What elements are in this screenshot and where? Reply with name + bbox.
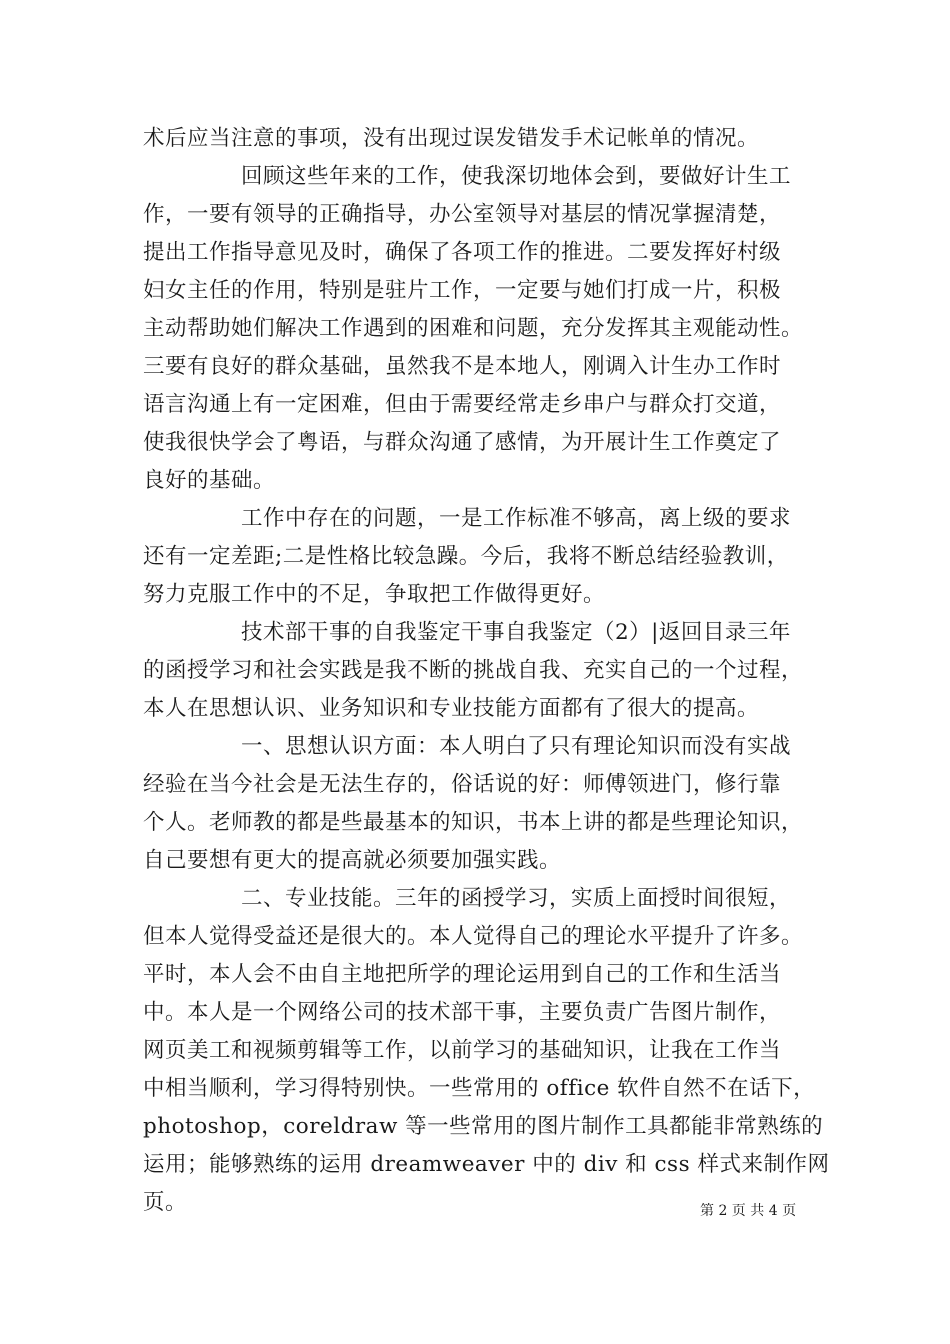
text-line: 本人在思想认识、业务知识和专业技能方面都有了很大的提高。 — [143, 696, 760, 721]
page-number-footer: 第 2 页 共 4 页 — [700, 1203, 797, 1219]
text-line: 使我很快学会了粤语，与群众沟通了感情，为开展计生工作奠定了 — [143, 430, 782, 455]
text-line: 平时，本人会不由自主地把所学的理论运用到自己的工作和生活当 — [143, 962, 782, 987]
text-line: 中相当顺利，学习得特别快。一些常用的 office 软件自然不在话下， — [143, 1076, 816, 1101]
paragraph-start: 二、专业技能。三年的函授学习，实质上面授时间很短， — [241, 886, 792, 911]
text-line: 作，一要有领导的正确指导，办公室领导对基层的情况掌握清楚， — [143, 202, 782, 227]
text-line: 还有一定差距;二是性格比较急躁。今后，我将不断总结经验教训， — [143, 544, 789, 569]
text-line: 术后应当注意的事项，没有出现过误发错发手术记帐单的情况。 — [143, 126, 760, 151]
paragraph-start: 回顾这些年来的工作，使我深切地体会到，要做好计生工 — [241, 164, 792, 189]
paragraph-start: 一、思想认识方面：本人明白了只有理论知识而没有实战 — [241, 734, 792, 759]
paragraph-start: 技术部干事的自我鉴定干事自我鉴定（2）|返回目录三年 — [241, 620, 791, 645]
text-line: 主动帮助她们解决工作遇到的困难和问题，充分发挥其主观能动性。 — [143, 316, 804, 341]
paragraph-start: 工作中存在的问题，一是工作标准不够高，离上级的要求 — [241, 506, 792, 531]
text-line: 的函授学习和社会实践是我不断的挑战自我、充实自己的一个过程， — [143, 658, 804, 683]
text-line: photoshop，coreldraw 等一些常用的图片制作工具都能非常熟练的 — [143, 1114, 824, 1139]
text-line: 个人。老师教的都是些最基本的知识，书本上讲的都是些理论知识， — [143, 810, 804, 835]
text-line: 语言沟通上有一定困难，但由于需要经常走乡串户与群众打交道， — [143, 392, 782, 417]
text-line: 自己要想有更大的提高就必须要加强实践。 — [143, 848, 562, 873]
text-line: 提出工作指导意见及时，确保了各项工作的推进。二要发挥好村级 — [143, 240, 782, 265]
text-line: 页。 — [143, 1190, 188, 1215]
text-line: 网页美工和视频剪辑等工作，以前学习的基础知识，让我在工作当 — [143, 1038, 782, 1063]
text-line: 妇女主任的作用，特别是驻片工作，一定要与她们打成一片，积极 — [143, 278, 782, 303]
text-line: 运用；能够熟练的运用 dreamweaver 中的 div 和 css 样式来制作网 — [143, 1152, 830, 1177]
text-line: 三要有良好的群众基础，虽然我不是本地人，刚调入计生办工作时 — [143, 354, 782, 379]
text-line: 良好的基础。 — [143, 468, 276, 493]
text-line: 经验在当今社会是无法生存的，俗话说的好：师傅领进门，修行靠 — [143, 772, 782, 797]
text-line: 中。本人是一个网络公司的技术部干事，主要负责广告图片制作， — [143, 1000, 782, 1025]
text-line: 努力克服工作中的不足，争取把工作做得更好。 — [143, 582, 606, 607]
text-line: 但本人觉得受益还是很大的。本人觉得自己的理论水平提升了许多。 — [143, 924, 804, 949]
